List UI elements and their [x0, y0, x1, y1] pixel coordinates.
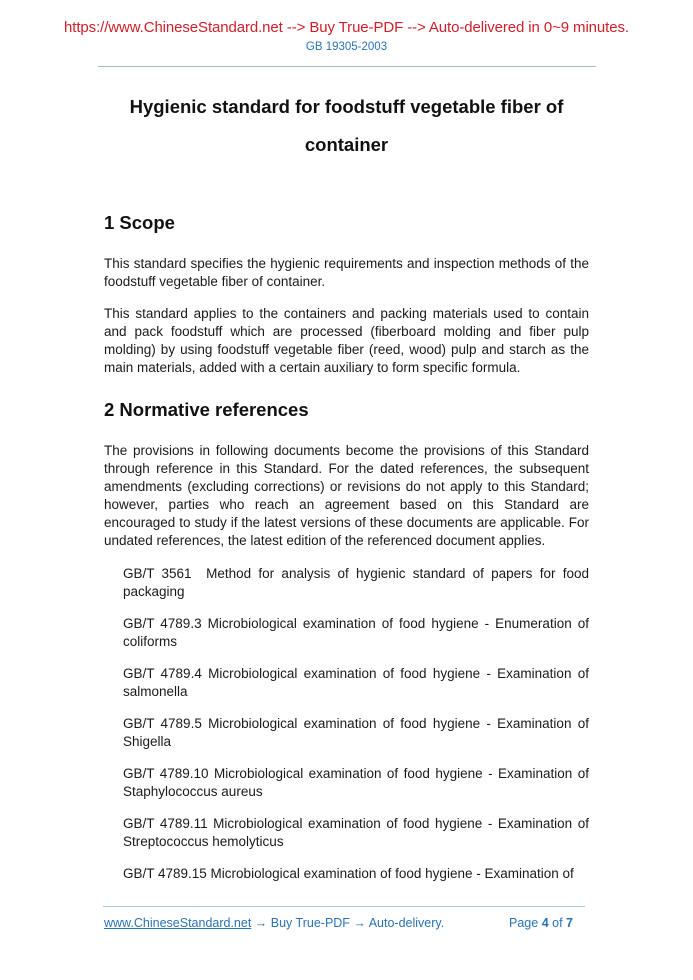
document-title [104, 88, 589, 164]
document-code: GB 19305-2003 [305, 41, 388, 53]
section-heading-normative-references: 2 Normative references [104, 399, 309, 420]
reference-item: GB/T 4789.4 Microbiological examination of food hygiene - Examination of salmonella [123, 666, 589, 699]
page-label: Page [509, 916, 539, 930]
footer-promo-text: → Buy True-PDF → Auto-delivery. [251, 916, 445, 930]
page-indicator [509, 916, 573, 930]
reference-item: GB/T 4789.5 Microbiological examination of food hygiene - Examination of Shigella [123, 716, 589, 749]
reference-item: GB/T 4789.3 Microbiological examination of food hygiene - Enumeration of coliforms [123, 616, 589, 649]
title-line-1: Hygienic standard for foodstuff vegetable fiber of [129, 96, 564, 117]
page-of: of [552, 916, 563, 930]
reference-item: GB/T 4789.10 Microbiological examination of food hygiene - Examination of Staphylococcus aureus [123, 766, 589, 799]
section-heading-scope: 1 Scope [104, 212, 175, 233]
footer-site-link[interactable]: www.ChineseStandard.net [104, 916, 252, 930]
header-divider [98, 66, 596, 67]
footer-promo [104, 916, 444, 930]
reference-item: GB/T 4789.11 Microbiological examination of food hygiene - Examination of Streptococcus hemolyticus [123, 816, 589, 849]
normative-references-paragraph: The provisions in following documents become the provisions of this Standard through reference in this Standard. For the dated references, the subsequent amendments (excluding corrections) or revisions do not apply to this Standard; however, parties who reach an agreement based on this Standard are encouraged to study if the latest versions of these documents are applicable. For undated references, the latest edition of the referenced document applies. [104, 443, 589, 548]
scope-paragraph-1: This standard specifies the hygienic requirements and inspection methods of the foodstuff vegetable fiber of container. [104, 256, 589, 289]
title-line-2: container [304, 134, 389, 155]
footer-divider [103, 906, 585, 907]
page-total: 7 [566, 916, 573, 930]
reference-item: GB/T 3561 Method for analysis of hygienic standard of papers for food packaging [123, 566, 589, 599]
scope-paragraph-2: This standard applies to the containers and packing materials used to contain and pack foodstuff which are processed (fiberboard molding and fiber pulp molding) by using foodstuff vegetable fiber (reed, wood) pulp and starch as the main materials, added with a certain auxiliary to form specific formula. [104, 306, 589, 375]
top-banner[interactable]: https://www.ChineseStandard.net --> Buy True-PDF --> Auto-delivered in 0~9 minutes. [64, 19, 629, 36]
reference-item: GB/T 4789.15 Microbiological examination of food hygiene - Examination of [123, 866, 574, 881]
page-current: 4 [541, 916, 549, 930]
